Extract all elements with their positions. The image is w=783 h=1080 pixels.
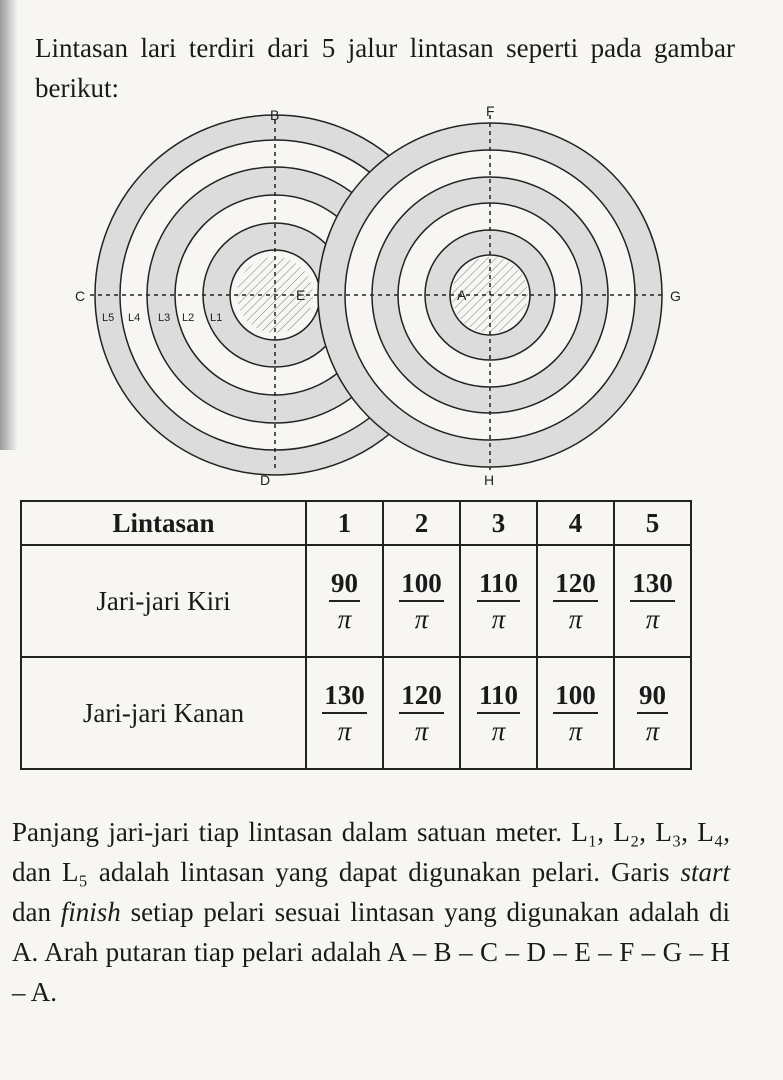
radius-cell <box>460 657 537 769</box>
numerator: 120 <box>399 678 444 714</box>
point-H: H <box>484 472 495 488</box>
point-A: A <box>457 287 467 303</box>
denominator: π <box>337 716 352 746</box>
lane-label-L3: L3 <box>158 312 171 324</box>
denominator: π <box>645 716 660 746</box>
numerator: 120 <box>553 566 598 602</box>
point-B: B <box>270 107 280 123</box>
fraction <box>477 678 520 748</box>
table-header-row <box>21 501 691 545</box>
denominator: π <box>645 604 660 634</box>
outro-text <box>12 812 730 1012</box>
lane-label-L4: L4 <box>128 312 141 324</box>
denominator: π <box>414 716 429 746</box>
radius-table <box>20 500 692 770</box>
numerator: 90 <box>637 678 668 714</box>
outro-part: setiap pelari sesuai lintasan yang digunakan adalah di A. Arah putaran tiap pelari adalah A – B – C – D – E – F – G – H – A. <box>12 897 731 1007</box>
radius-cell <box>614 545 691 657</box>
radius-cell <box>306 657 383 769</box>
radius-cell <box>537 545 614 657</box>
fraction <box>637 678 668 748</box>
header-3: 3 <box>460 501 537 545</box>
radius-cell <box>614 657 691 769</box>
point-C: C <box>75 288 86 304</box>
row-label: Jari-jari Kiri <box>21 545 306 657</box>
header-5: 5 <box>614 501 691 545</box>
scan-shadow <box>0 0 18 450</box>
numerator: 90 <box>329 566 360 602</box>
fraction <box>630 566 675 636</box>
denominator: π <box>491 716 506 746</box>
point-D: D <box>260 472 271 488</box>
numerator: 100 <box>553 678 598 714</box>
table-row <box>21 657 691 769</box>
denominator: π <box>568 716 583 746</box>
fraction <box>477 566 520 636</box>
numerator: 110 <box>477 566 520 602</box>
fraction <box>553 678 598 748</box>
radius-cell <box>537 657 614 769</box>
table-row <box>21 545 691 657</box>
denominator: π <box>414 604 429 634</box>
radius-cell <box>460 545 537 657</box>
header-lintasan: Lintasan <box>21 501 306 545</box>
fraction <box>399 678 444 748</box>
finish-word: finish <box>60 897 121 927</box>
outro-part: dan <box>12 897 61 927</box>
start-word: start <box>680 857 730 887</box>
fraction <box>553 566 598 636</box>
outro-part: Panjang jari-jari tiap lintasan dalam satuan meter. L₁, L₂, L₃, L₄, dan L₅ adalah lintasan yang dapat digunakan pelari. Garis <box>12 817 730 887</box>
radius-cell <box>306 545 383 657</box>
point-G: G <box>670 288 681 304</box>
denominator: π <box>568 604 583 634</box>
header-2: 2 <box>383 501 460 545</box>
radius-cell <box>383 545 460 657</box>
header-4: 4 <box>537 501 614 545</box>
lane-label-L1: L1 <box>210 312 223 324</box>
numerator: 100 <box>399 566 444 602</box>
numerator: 110 <box>477 678 520 714</box>
header-1: 1 <box>306 501 383 545</box>
point-E: E <box>296 287 306 303</box>
row-label: Jari-jari Kanan <box>21 657 306 769</box>
radius-cell <box>383 657 460 769</box>
lane-label-L2: L2 <box>182 312 195 324</box>
track-diagram <box>60 100 700 500</box>
denominator: π <box>337 604 352 634</box>
numerator: 130 <box>630 566 675 602</box>
fraction <box>322 678 367 748</box>
lane-label-L5: L5 <box>102 312 115 324</box>
fraction <box>329 566 360 636</box>
denominator: π <box>491 604 506 634</box>
numerator: 130 <box>322 678 367 714</box>
point-F: F <box>486 103 495 119</box>
fraction <box>399 566 444 636</box>
intro-text: Lintasan lari terdiri dari 5 jalur lintasan seperti pada gambar berikut: <box>35 33 735 103</box>
